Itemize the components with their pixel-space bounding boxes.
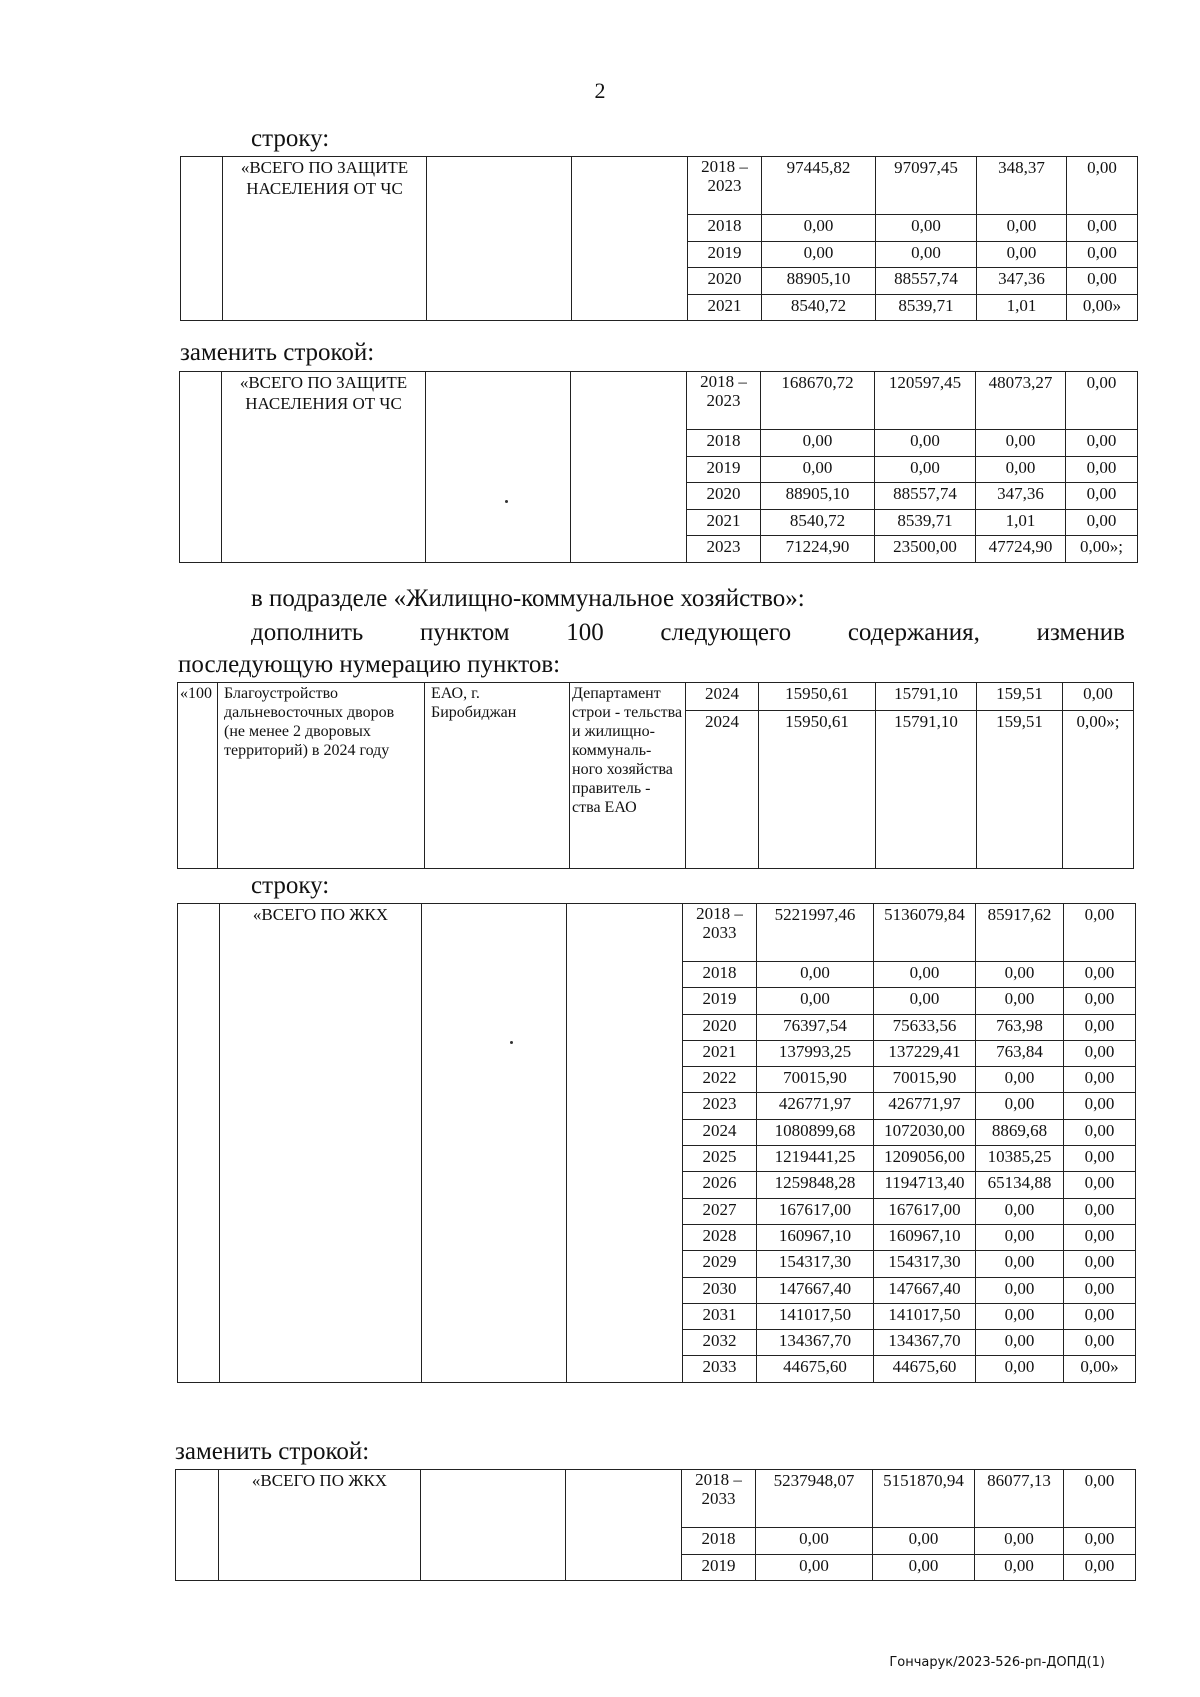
amount-federal: 5136079,84 [874, 904, 976, 962]
amendment-table-old-emergency [180, 156, 1138, 321]
year-cell: 2021 [688, 294, 762, 321]
amount-total: 1219441,25 [757, 1146, 874, 1172]
amount-other: 0,00 [1064, 1251, 1136, 1277]
amount-other: 0,00 [1064, 1198, 1136, 1224]
amount-total: 426771,97 [757, 1093, 874, 1119]
amount-regional: 0,00 [975, 1554, 1064, 1581]
amount-regional: 0,00 [977, 215, 1067, 242]
amount-regional: 0,00 [976, 1356, 1064, 1382]
amount-regional: 0,00 [976, 962, 1064, 988]
instruction-line: заменить строкой: [175, 1438, 370, 1465]
amount-regional: 1,01 [976, 509, 1066, 536]
amount-other: 0,00 [1064, 1224, 1136, 1250]
table-row [178, 904, 1136, 962]
section-total-title: «ВСЕГО ПО ЗАЩИТЕ НАСЕЛЕНИЯ ОТ ЧС [222, 372, 426, 563]
amount-total: 137993,25 [757, 1040, 874, 1066]
amount-total: 76397,54 [757, 1014, 874, 1040]
amount-total: 1080899,68 [757, 1119, 874, 1145]
amount-federal: 0,00 [876, 241, 977, 268]
amount-regional: 10385,25 [976, 1146, 1064, 1172]
amount-federal: 0,00 [875, 456, 976, 483]
amount-federal: 97097,45 [876, 157, 977, 215]
amount-federal: 167617,00 [874, 1198, 976, 1224]
year-cell: 2033 [683, 1356, 757, 1382]
amount-regional: 0,00 [976, 988, 1064, 1014]
word: следующего [660, 619, 792, 646]
amount-federal: 0,00 [874, 988, 976, 1014]
amount-total: 168670,72 [761, 372, 875, 430]
amount-total: 8540,72 [762, 294, 876, 321]
word: пунктом [420, 619, 510, 646]
amount-federal: 8539,71 [875, 509, 976, 536]
amount-federal: 147667,40 [874, 1277, 976, 1303]
section-total-title: «ВСЕГО ПО ЖКХ [219, 1470, 421, 1581]
amount-regional: 347,36 [976, 483, 1066, 510]
amount-total: 1259848,28 [757, 1172, 874, 1198]
table-row [176, 1470, 1136, 1528]
amount-federal: 141017,50 [874, 1303, 976, 1329]
empty-cell [426, 372, 571, 563]
amount-federal: 1209056,00 [874, 1146, 976, 1172]
amount-other: 0,00 [1066, 509, 1138, 536]
amount-federal: 44675,60 [874, 1356, 976, 1382]
amount-regional: 47724,90 [976, 536, 1066, 563]
amount-federal: 70015,90 [874, 1067, 976, 1093]
year-cell: 2032 [683, 1330, 757, 1356]
scan-speck [510, 1041, 513, 1044]
year-cell: 2018 – 2023 [688, 157, 762, 215]
amendment-table-item-100 [177, 682, 1134, 869]
empty-cell [566, 1470, 682, 1581]
amount-total: 5221997,46 [757, 904, 874, 962]
amount-federal: 75633,56 [874, 1014, 976, 1040]
amount-other: 0,00 [1064, 1093, 1136, 1119]
amount-regional: 48073,27 [976, 372, 1066, 430]
year-cell: 2021 [687, 509, 761, 536]
amount-other: 0,00 [1064, 1172, 1136, 1198]
amount-other: 0,00 [1064, 1277, 1136, 1303]
year-cell: 2026 [683, 1172, 757, 1198]
year-cell: 2020 [688, 268, 762, 295]
year-cell: 2024 [686, 711, 759, 869]
amount-federal: 137229,41 [874, 1040, 976, 1066]
empty-cell [572, 157, 688, 321]
amount-federal: 0,00 [873, 1528, 975, 1555]
empty-cell [421, 1470, 566, 1581]
amount-other: 0,00 [1064, 962, 1136, 988]
section-total-title: «ВСЕГО ПО ЖКХ [220, 904, 422, 1383]
amount-total: 167617,00 [757, 1198, 874, 1224]
amount-federal: 0,00 [873, 1554, 975, 1581]
amount-total: 71224,90 [761, 536, 875, 563]
amount-other: 0,00 [1064, 988, 1136, 1014]
instruction-line: в подразделе «Жилищно-коммунальное хозяйство»: [251, 585, 805, 612]
empty-cell [422, 904, 567, 1383]
amount-regional: 159,51 [977, 683, 1063, 711]
year-cell: 2020 [687, 483, 761, 510]
amount-regional: 348,37 [977, 157, 1067, 215]
amount-total: 44675,60 [757, 1356, 874, 1382]
amount-total: 88905,10 [762, 268, 876, 295]
amount-total: 97445,82 [762, 157, 876, 215]
empty-cell [180, 372, 222, 563]
year-cell: 2018 – 2033 [683, 904, 757, 962]
amount-total: 15950,61 [759, 711, 876, 869]
empty-cell [178, 904, 220, 1383]
amount-regional: 763,84 [976, 1040, 1064, 1066]
amount-federal: 8539,71 [876, 294, 977, 321]
amount-federal: 120597,45 [875, 372, 976, 430]
amount-other: 0,00 [1064, 1470, 1136, 1528]
year-cell: 2023 [683, 1093, 757, 1119]
amount-federal: 0,00 [875, 430, 976, 457]
instruction-line: строку: [251, 125, 330, 152]
year-cell: 2018 – 2033 [682, 1470, 756, 1528]
amount-other: 0,00 [1067, 241, 1138, 268]
year-cell: 2019 [688, 241, 762, 268]
word: изменив [1036, 619, 1125, 646]
amount-total: 0,00 [762, 215, 876, 242]
amount-regional: 85917,62 [976, 904, 1064, 962]
amount-federal: 160967,10 [874, 1224, 976, 1250]
year-cell: 2021 [683, 1040, 757, 1066]
amount-total: 141017,50 [757, 1303, 874, 1329]
amount-other: 0,00 [1066, 372, 1138, 430]
amount-total: 0,00 [756, 1528, 873, 1555]
year-cell: 2018 – 2023 [687, 372, 761, 430]
amount-other: 0,00 [1066, 430, 1138, 457]
amount-regional: 0,00 [976, 1198, 1064, 1224]
amount-other: 0,00 [1067, 157, 1138, 215]
word: 100 [566, 619, 604, 646]
instruction-line: заменить строкой: [180, 339, 375, 366]
amendment-table-new-emergency [179, 371, 1138, 563]
amount-federal: 88557,74 [876, 268, 977, 295]
amount-regional: 0,00 [976, 1067, 1064, 1093]
amount-other: 0,00 [1064, 1330, 1136, 1356]
amount-other: 0,00 [1064, 1146, 1136, 1172]
amount-other: 0,00 [1066, 456, 1138, 483]
amount-regional: 0,00 [976, 1093, 1064, 1119]
year-cell: 2031 [683, 1303, 757, 1329]
amount-other: 0,00 [1064, 1040, 1136, 1066]
empty-cell [567, 904, 683, 1383]
amount-federal: 23500,00 [875, 536, 976, 563]
amount-regional: 0,00 [976, 1330, 1064, 1356]
year-cell: 2029 [683, 1251, 757, 1277]
amount-regional: 0,00 [976, 430, 1066, 457]
amount-other: 0,00 [1064, 904, 1136, 962]
amendment-table-old-housing [177, 903, 1136, 1383]
amount-federal: 1072030,00 [874, 1119, 976, 1145]
year-cell: 2019 [683, 988, 757, 1014]
amount-total: 134367,70 [757, 1330, 874, 1356]
amount-total: 8540,72 [761, 509, 875, 536]
year-cell: 2027 [683, 1198, 757, 1224]
year-cell: 2019 [687, 456, 761, 483]
instruction-line-justified [251, 620, 1125, 645]
year-cell: 2028 [683, 1224, 757, 1250]
word: содержания, [847, 619, 980, 646]
table-row [180, 372, 1138, 430]
year-cell: 2019 [682, 1554, 756, 1581]
year-cell: 2018 [682, 1528, 756, 1555]
amount-other: 0,00 [1064, 1119, 1136, 1145]
amount-federal: 5151870,94 [873, 1470, 975, 1528]
amount-regional: 86077,13 [975, 1470, 1064, 1528]
amount-total: 147667,40 [757, 1277, 874, 1303]
amount-federal: 426771,97 [874, 1093, 976, 1119]
amount-federal: 15791,10 [876, 683, 977, 711]
amount-federal: 1194713,40 [874, 1172, 976, 1198]
amount-total: 70015,90 [757, 1067, 874, 1093]
word: дополнить [251, 619, 364, 646]
empty-cell [176, 1470, 219, 1581]
page-number: 2 [594, 78, 606, 103]
item-place: ЕАО, г. Биробиджан [425, 683, 570, 869]
year-cell: 2018 [688, 215, 762, 242]
amount-regional: 0,00 [976, 1277, 1064, 1303]
amount-regional: 0,00 [976, 1303, 1064, 1329]
amount-total: 0,00 [756, 1554, 873, 1581]
amount-regional: 0,00 [975, 1528, 1064, 1555]
year-cell: 2024 [683, 1119, 757, 1145]
amount-federal: 0,00 [874, 962, 976, 988]
item-number: «100 [178, 683, 218, 869]
amount-other: 0,00 [1064, 1014, 1136, 1040]
amount-regional: 65134,88 [976, 1172, 1064, 1198]
amount-other: 0,00 [1064, 1303, 1136, 1329]
amount-other: 0,00 [1064, 1554, 1136, 1581]
amount-total: 160967,10 [757, 1224, 874, 1250]
amount-other: 0,00» [1067, 294, 1138, 321]
amount-regional: 0,00 [976, 1251, 1064, 1277]
amendment-table-new-housing [175, 1469, 1136, 1581]
amount-total: 88905,10 [761, 483, 875, 510]
amount-total: 5237948,07 [756, 1470, 873, 1528]
empty-cell [571, 372, 687, 563]
amount-other: 0,00»; [1066, 536, 1138, 563]
empty-cell [427, 157, 572, 321]
amount-total: 0,00 [757, 962, 874, 988]
amount-other: 0,00 [1064, 1067, 1136, 1093]
item-name: Благоустройство дальневосточных дворов (не менее 2 дворовых территорий) в 2024 году [218, 683, 425, 869]
amount-total: 0,00 [761, 456, 875, 483]
amount-federal: 154317,30 [874, 1251, 976, 1277]
amount-federal: 88557,74 [875, 483, 976, 510]
amount-regional: 1,01 [977, 294, 1067, 321]
amount-total: 0,00 [761, 430, 875, 457]
amount-total: 15950,61 [759, 683, 876, 711]
amount-total: 154317,30 [757, 1251, 874, 1277]
amount-regional: 763,98 [976, 1014, 1064, 1040]
amount-other: 0,00 [1063, 683, 1134, 711]
amount-other: 0,00 [1067, 268, 1138, 295]
year-cell: 2022 [683, 1067, 757, 1093]
amount-regional: 347,36 [977, 268, 1067, 295]
item-executor: Департамент строи - тельства и жилищно- коммуналь- ного хозяйства правитель - ства ЕАО [570, 683, 686, 869]
amount-regional: 159,51 [977, 711, 1063, 869]
amount-federal: 0,00 [876, 215, 977, 242]
instruction-line: строку: [251, 872, 330, 899]
year-cell: 2020 [683, 1014, 757, 1040]
year-cell: 2018 [687, 430, 761, 457]
year-cell: 2024 [686, 683, 759, 711]
empty-cell [181, 157, 223, 321]
document-code: Гончарук/2023-526-рп-ДОПД(1) [889, 1655, 1105, 1670]
amount-federal: 15791,10 [876, 711, 977, 869]
amount-total: 0,00 [762, 241, 876, 268]
amount-other: 0,00 [1064, 1528, 1136, 1555]
year-cell: 2018 [683, 962, 757, 988]
table-row [181, 157, 1138, 215]
amount-federal: 134367,70 [874, 1330, 976, 1356]
amount-other: 0,00»; [1063, 711, 1134, 869]
scan-speck [505, 500, 508, 503]
amount-regional: 0,00 [976, 1224, 1064, 1250]
section-total-title: «ВСЕГО ПО ЗАЩИТЕ НАСЕЛЕНИЯ ОТ ЧС [223, 157, 427, 321]
year-cell: 2030 [683, 1277, 757, 1303]
amount-regional: 0,00 [977, 241, 1067, 268]
year-cell: 2025 [683, 1146, 757, 1172]
amount-regional: 8869,68 [976, 1119, 1064, 1145]
amount-other: 0,00» [1064, 1356, 1136, 1382]
amount-regional: 0,00 [976, 456, 1066, 483]
amount-total: 0,00 [757, 988, 874, 1014]
instruction-line: последующую нумерацию пунктов: [178, 651, 561, 678]
amount-other: 0,00 [1067, 215, 1138, 242]
amount-other: 0,00 [1066, 483, 1138, 510]
year-cell: 2023 [687, 536, 761, 563]
